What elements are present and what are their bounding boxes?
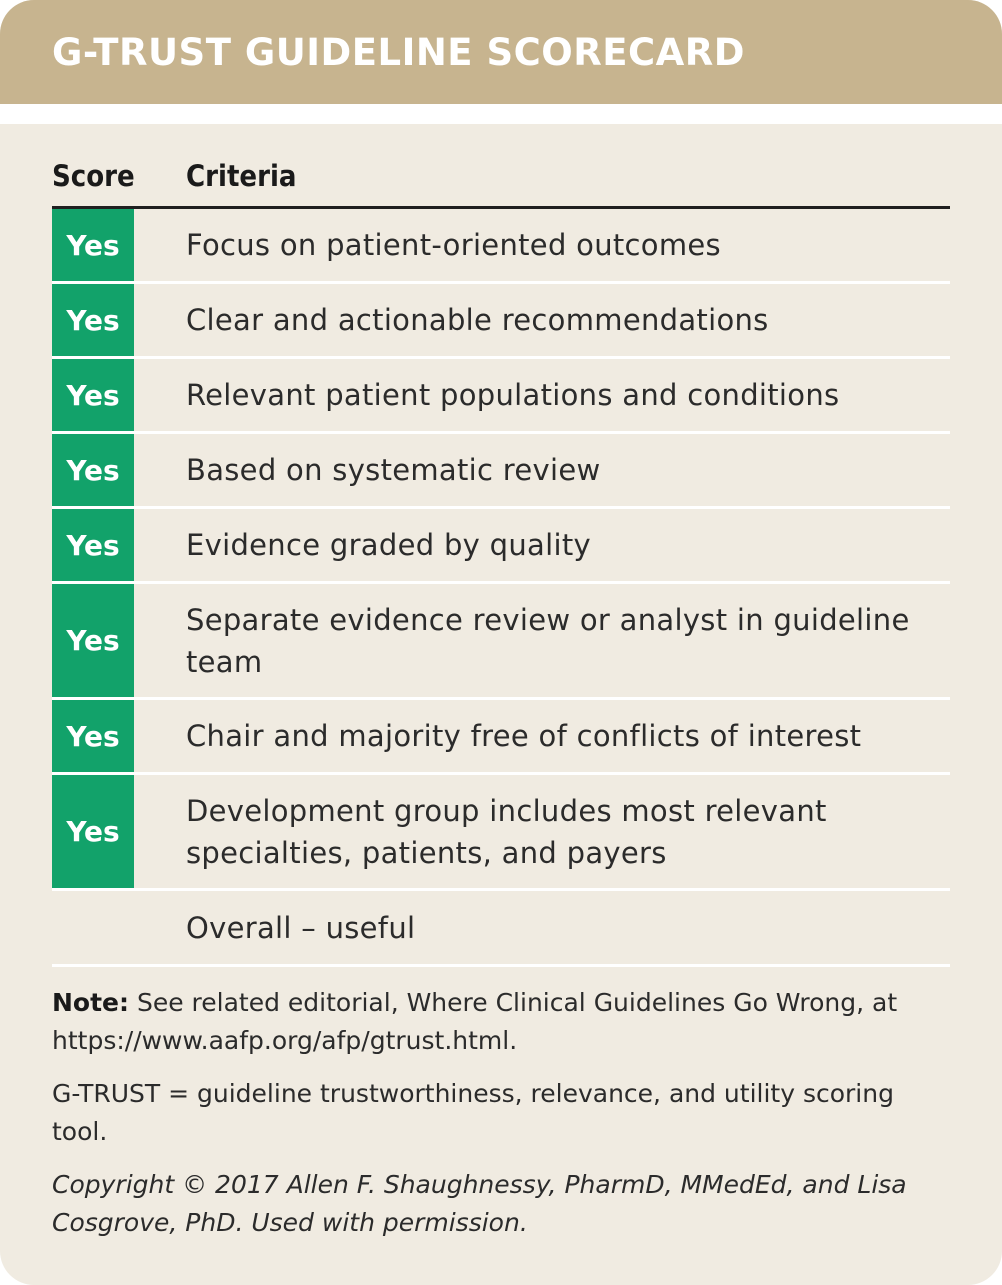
- table-header: [52, 146, 950, 209]
- table-row: [52, 434, 950, 509]
- note-label: Note:: [52, 988, 130, 1017]
- criteria-text: Relevant patient populations and conditions: [186, 378, 840, 412]
- table-row: [52, 209, 950, 284]
- note-text: See related editorial, Where Clinical Guidelines Go Wrong, at https://www.aafp.org/afp/gtrust.html.: [52, 988, 898, 1055]
- criteria-text: Based on systematic review: [186, 453, 601, 487]
- scorecard-header: [0, 0, 1002, 104]
- criteria-table: [52, 146, 950, 967]
- copyright: [52, 1166, 957, 1242]
- table-row-overall: [52, 891, 950, 967]
- score-badge-empty: [52, 891, 134, 964]
- score-badge: Yes: [52, 209, 134, 281]
- column-header-score: Score: [52, 159, 135, 193]
- score-badge: Yes: [52, 775, 134, 888]
- abbreviation-definition: G-TRUST = guideline trustworthiness, relevance, and utility scoring tool.: [52, 1079, 894, 1146]
- overall-text: Overall – useful: [186, 910, 416, 945]
- header-divider: [0, 104, 1002, 124]
- footnotes: [52, 984, 957, 1257]
- table-row: [52, 584, 950, 700]
- copyright-text: Copyright © 2017 Allen F. Shaughnessy, PharmD, MMedEd, and Lisa Cosgrove, PhD. Used with permission.: [52, 1170, 907, 1237]
- score-badge: Yes: [52, 284, 134, 356]
- criteria-text: Evidence graded by quality: [186, 528, 591, 562]
- table-row: [52, 509, 950, 584]
- table-row: [52, 284, 950, 359]
- criteria-text: Separate evidence review or analyst in guideline team: [186, 602, 910, 679]
- score-badge: Yes: [52, 434, 134, 506]
- score-badge: Yes: [52, 700, 134, 772]
- table-row: [52, 359, 950, 434]
- column-header-criteria: Criteria: [186, 159, 297, 193]
- criteria-text: Clear and actionable recommendations: [186, 303, 769, 337]
- criteria-text: Focus on patient-oriented outcomes: [186, 228, 721, 262]
- score-badge: Yes: [52, 584, 134, 697]
- criteria-text: Chair and majority free of conflicts of interest: [186, 719, 862, 753]
- score-badge: Yes: [52, 509, 134, 581]
- scorecard-title: G-TRUST GUIDELINE SCORECARD: [52, 30, 745, 74]
- score-badge: Yes: [52, 359, 134, 431]
- table-row: [52, 775, 950, 891]
- criteria-text: Development group includes most relevant specialties, patients, and payers: [186, 793, 827, 870]
- table-row: [52, 700, 950, 775]
- note: [52, 984, 957, 1060]
